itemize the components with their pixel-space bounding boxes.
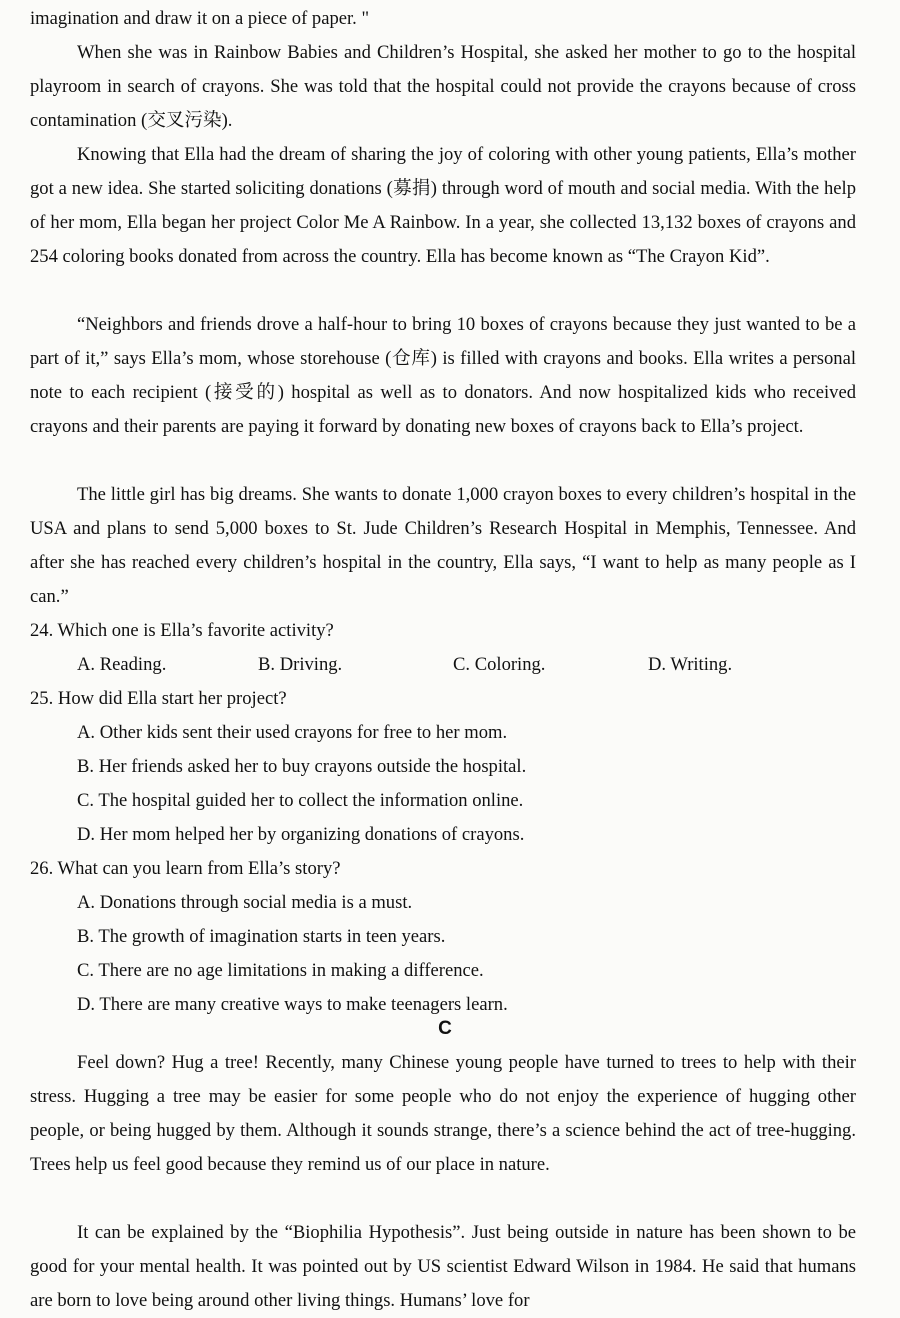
question-25-option-a[interactable]: A. Other kids sent their used crayons for free to her mom. (77, 722, 508, 743)
question-25-option-c[interactable]: C. The hospital guided her to collect the information online. (77, 790, 524, 811)
question-24-option-b[interactable]: B. Driving. (258, 654, 343, 675)
passage-b-continued-line: imagination and draw it on a piece of paper. " (30, 8, 370, 29)
passage-b-paragraph-donors: “Neighbors and friends drove a half-hour to bring 10 boxes of crayons because they just wanted to be a part of it,” says Ella’s mom, whose storehouse (仓库) is filled with crayons and books. Ella writes a personal note to each recipient (接受的) hospital as well as to donators. And now hospitalized kids who received crayons and their parents are paying it forward by donating new boxes of crayons back to Ella’s project. (30, 314, 856, 437)
question-25-stem: 25. How did Ella start her project? (30, 688, 287, 709)
section-heading-c: C (438, 1018, 452, 1039)
question-26-option-a[interactable]: A. Donations through social media is a must. (77, 892, 413, 913)
question-26-option-d[interactable]: D. There are many creative ways to make teenagers learn. (77, 994, 508, 1015)
passage-b-paragraph-dreams: The little girl has big dreams. She wants to donate 1,000 crayon boxes to every children’s hospital in the USA and plans to send 5,000 boxes to St. Jude Children’s Research Hospital in Memphis, Tennessee. And after she has reached every children’s hospital in the country, Ella says, “I want to help as many people as I can.” (30, 484, 856, 607)
question-24-stem: 24. Which one is Ella’s favorite activity? (30, 620, 334, 641)
question-24-option-c[interactable]: C. Coloring. (453, 654, 546, 675)
question-25-option-d[interactable]: D. Her mom helped her by organizing donations of crayons. (77, 824, 525, 845)
passage-b-paragraph-hospital: When she was in Rainbow Babies and Children’s Hospital, she asked her mother to go to the hospital playroom in search of crayons. She was told that the hospital could not provide the crayons because of cross contamination (交叉污染). (30, 42, 856, 131)
question-25-option-b[interactable]: B. Her friends asked her to buy crayons outside the hospital. (77, 756, 527, 777)
question-26-option-b[interactable]: B. The growth of imagination starts in teen years. (77, 926, 446, 947)
question-26-option-c[interactable]: C. There are no age limitations in making a difference. (77, 960, 484, 981)
passage-c-paragraph-biophilia: It can be explained by the “Biophilia Hypothesis”. Just being outside in nature has been shown to be good for your mental health. It was pointed out by US scientist Edward Wilson in 1984. He said that humans are born to love being around other living things. Humans’ love for (30, 1222, 856, 1311)
question-26-stem: 26. What can you learn from Ella’s story? (30, 858, 341, 879)
passage-b-paragraph-project: Knowing that Ella had the dream of sharing the joy of coloring with other young patients, Ella’s mother got a new idea. She started soliciting donations (募捐) through word of mouth and social media. With the help of her mom, Ella began her project Color Me A Rainbow. In a year, she collected 13,132 boxes of crayons and 254 coloring books donated from across the country. Ella has become known as “The Crayon Kid”. (30, 144, 856, 267)
question-24-option-d[interactable]: D. Writing. (648, 654, 733, 675)
question-24-option-a[interactable]: A. Reading. (77, 654, 167, 675)
passage-c-paragraph-hug-tree: Feel down? Hug a tree! Recently, many Chinese young people have turned to trees to help with their stress. Hugging a tree may be easier for some people who do not enjoy the experience of hugging other people, or being hugged by them. Although it sounds strange, there’s a science behind the act of tree-hugging. Trees help us feel good because they remind us of our place in nature. (30, 1052, 856, 1175)
